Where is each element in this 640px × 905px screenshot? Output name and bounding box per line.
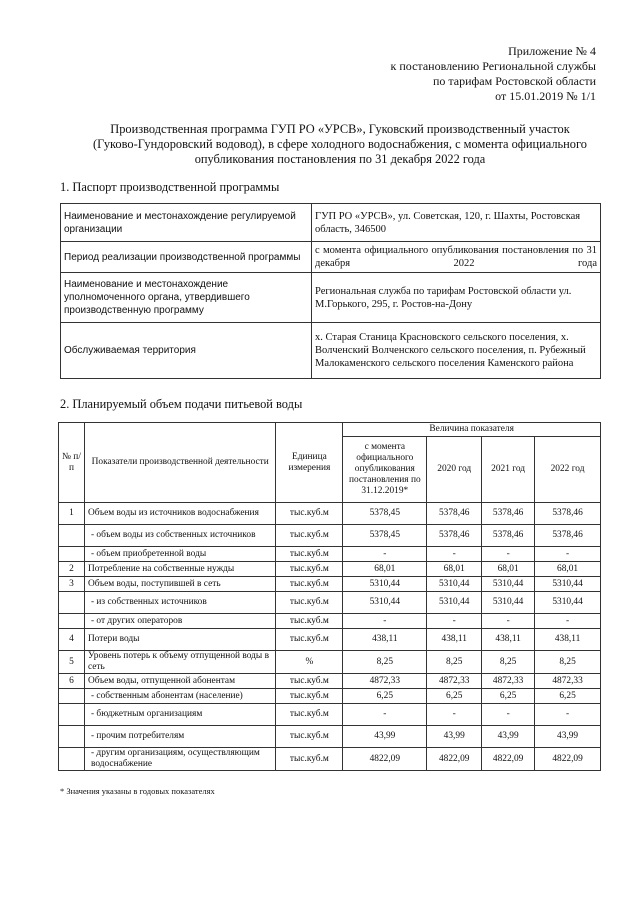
row-value-2021: 43,99 <box>482 726 535 748</box>
title-line-3: опубликования постановления по 31 декабря 2022 года <box>194 152 486 166</box>
passport-value: х. Старая Станица Красновского сельского поселения, х. Волченский Волченского сельского поселения, п. Рубежный Малокаменского сельского поселения Каменского района <box>312 323 601 379</box>
row-value-2019: - <box>343 547 427 562</box>
row-indicator: Объем воды из источников водоснабжения <box>84 503 275 525</box>
row-indicator: - из собственных источников <box>84 592 275 614</box>
row-unit: тыс.куб.м <box>276 614 343 629</box>
row-value-2021: 438,11 <box>482 629 535 651</box>
table-row <box>59 704 601 726</box>
table-row <box>59 674 601 689</box>
row-value-2020: 5378,46 <box>427 503 482 525</box>
row-unit: тыс.куб.м <box>276 592 343 614</box>
title-line-2: (Гуково-Гундоровский водовод), в сфере холодного водоснабжения, с момента официального <box>93 137 587 151</box>
row-num: 6 <box>59 674 85 689</box>
row-value-2022: 5378,46 <box>535 525 601 547</box>
table-row <box>59 562 601 577</box>
passport-label: Обслуживаемая территория <box>61 323 312 379</box>
row-value-2020: - <box>427 704 482 726</box>
row-value-2020: 6,25 <box>427 689 482 704</box>
passport-label: Период реализации производственной программы <box>61 242 312 273</box>
row-num: 3 <box>59 577 85 592</box>
header-unit: Единица измерения <box>276 423 343 503</box>
passport-value: Региональная служба по тарифам Ростовской области ул. М.Горького, 295, г. Ростов-на-Дону <box>312 273 601 323</box>
row-value-2019: 43,99 <box>343 726 427 748</box>
water-volume-table <box>58 422 601 771</box>
row-value-2019: 68,01 <box>343 562 427 577</box>
row-value-2021: 5310,44 <box>482 577 535 592</box>
row-value-2019: 4822,09 <box>343 748 427 771</box>
row-value-2019: 5310,44 <box>343 577 427 592</box>
table-row <box>59 629 601 651</box>
row-value-2020: 5310,44 <box>427 577 482 592</box>
row-num <box>59 704 85 726</box>
row-value-2022: 4872,33 <box>535 674 601 689</box>
row-indicator: Объем воды, отпущенной абонентам <box>84 674 275 689</box>
row-value-2019: 5310,44 <box>343 592 427 614</box>
section-2-heading: 2. Планируемый объем подачи питьевой воды <box>60 397 303 411</box>
row-value-2022: - <box>535 614 601 629</box>
row-value-2020: 438,11 <box>427 629 482 651</box>
header-num: № п/п <box>59 423 85 503</box>
table-row <box>59 726 601 748</box>
passport-row <box>61 323 601 379</box>
row-value-2021: 5310,44 <box>482 592 535 614</box>
document-title <box>60 122 620 167</box>
row-value-2021: 6,25 <box>482 689 535 704</box>
row-value-2021: 5378,46 <box>482 503 535 525</box>
appendix-number: Приложение № 4 <box>508 44 596 58</box>
row-value-2022: 43,99 <box>535 726 601 748</box>
row-num <box>59 592 85 614</box>
row-unit: тыс.куб.м <box>276 577 343 592</box>
table-row <box>59 503 601 525</box>
row-indicator: - объем воды из собственных источников <box>84 525 275 547</box>
row-value-2019: 5378,45 <box>343 503 427 525</box>
row-value-2022: 438,11 <box>535 629 601 651</box>
row-indicator: - прочим потребителям <box>84 726 275 748</box>
header-col-2021: 2021 год <box>482 437 535 503</box>
passport-row <box>61 204 601 242</box>
table-row <box>59 525 601 547</box>
row-value-2021: 4822,09 <box>482 748 535 771</box>
row-value-2022: 8,25 <box>535 651 601 674</box>
row-value-2019: - <box>343 704 427 726</box>
table-row <box>59 592 601 614</box>
row-unit: тыс.куб.м <box>276 748 343 771</box>
row-value-2021: 68,01 <box>482 562 535 577</box>
row-value-2020: 4822,09 <box>427 748 482 771</box>
row-value-2019: 438,11 <box>343 629 427 651</box>
row-unit: тыс.куб.м <box>276 689 343 704</box>
title-line-1: Производственная программа ГУП РО «УРСВ», Гуковский производственный участок <box>110 122 570 136</box>
row-value-2021: - <box>482 704 535 726</box>
row-unit: тыс.куб.м <box>276 726 343 748</box>
header-indicator: Показатели производственной деятельности <box>84 423 275 503</box>
row-unit: тыс.куб.м <box>276 503 343 525</box>
row-num: 5 <box>59 651 85 674</box>
row-indicator: - от других операторов <box>84 614 275 629</box>
row-unit: тыс.куб.м <box>276 704 343 726</box>
section-1-heading: 1. Паспорт производственной программы <box>60 180 280 194</box>
row-value-2022: 5310,44 <box>535 592 601 614</box>
row-num <box>59 689 85 704</box>
row-indicator: Уровень потерь к объему отпущенной воды в сеть <box>84 651 275 674</box>
row-value-2021: 4872,33 <box>482 674 535 689</box>
row-value-2020: - <box>427 614 482 629</box>
appendix-date: от 15.01.2019 № 1/1 <box>495 89 596 103</box>
row-value-2021: 8,25 <box>482 651 535 674</box>
passport-row <box>61 273 601 323</box>
table-row <box>59 689 601 704</box>
row-indicator: - собственным абонентам (население) <box>84 689 275 704</box>
row-num <box>59 547 85 562</box>
header-col-2019: с момента официального опубликования постановления по 31.12.2019* <box>343 437 427 503</box>
row-indicator: - объем приобретенной воды <box>84 547 275 562</box>
header-col-2020: 2020 год <box>427 437 482 503</box>
table-row <box>59 547 601 562</box>
row-value-2019: 5378,45 <box>343 525 427 547</box>
table-row <box>59 577 601 592</box>
row-value-2022: 6,25 <box>535 689 601 704</box>
row-value-2020: 8,25 <box>427 651 482 674</box>
row-value-2020: 43,99 <box>427 726 482 748</box>
row-value-2020: - <box>427 547 482 562</box>
appendix-header <box>391 44 596 104</box>
row-value-2020: 5378,46 <box>427 525 482 547</box>
row-value-2021: - <box>482 614 535 629</box>
row-indicator: - бюджетным организациям <box>84 704 275 726</box>
row-value-2022: - <box>535 547 601 562</box>
appendix-resolution: к постановлению Региональной службы <box>390 59 596 73</box>
table-row <box>59 748 601 771</box>
passport-table <box>60 203 601 379</box>
footnote: * Значения указаны в годовых показателях <box>60 786 215 796</box>
row-indicator: Потребление на собственные нужды <box>84 562 275 577</box>
row-value-2022: 5310,44 <box>535 577 601 592</box>
row-value-2022: 68,01 <box>535 562 601 577</box>
row-num: 4 <box>59 629 85 651</box>
row-unit: % <box>276 651 343 674</box>
row-unit: тыс.куб.м <box>276 547 343 562</box>
row-value-2019: 6,25 <box>343 689 427 704</box>
passport-label: Наименование и местонахождение регулируемой организации <box>61 204 312 242</box>
row-value-2019: - <box>343 614 427 629</box>
row-value-2020: 4872,33 <box>427 674 482 689</box>
row-unit: тыс.куб.м <box>276 562 343 577</box>
row-value-2020: 68,01 <box>427 562 482 577</box>
row-value-2019: 4872,33 <box>343 674 427 689</box>
row-value-2022: - <box>535 704 601 726</box>
appendix-authority: по тарифам Ростовской области <box>432 74 596 88</box>
row-unit: тыс.куб.м <box>276 525 343 547</box>
row-num <box>59 726 85 748</box>
row-value-2022: 4822,09 <box>535 748 601 771</box>
row-unit: тыс.куб.м <box>276 629 343 651</box>
table-row <box>59 614 601 629</box>
row-value-2022: 5378,46 <box>535 503 601 525</box>
row-unit: тыс.куб.м <box>276 674 343 689</box>
row-num <box>59 748 85 771</box>
header-col-2022: 2022 год <box>535 437 601 503</box>
row-num: 1 <box>59 503 85 525</box>
header-value-group: Величина показателя <box>343 423 601 437</box>
row-num <box>59 614 85 629</box>
row-num: 2 <box>59 562 85 577</box>
row-value-2019: 8,25 <box>343 651 427 674</box>
row-value-2020: 5310,44 <box>427 592 482 614</box>
row-indicator: Объем воды, поступившей в сеть <box>84 577 275 592</box>
passport-value: ГУП РО «УРСВ», ул. Советская, 120, г. Шахты, Ростовская область, 346500 <box>312 204 601 242</box>
passport-value: с момента официального опубликования постановления по 31 декабря 2022 года <box>312 242 601 273</box>
passport-label: Наименование и местонахождение уполномоченного органа, утвердившего производственную программу <box>61 273 312 323</box>
row-indicator: - другим организациям, осуществляющим водоснабжение <box>84 748 275 771</box>
table-header-row <box>59 423 601 437</box>
row-indicator: Потери воды <box>84 629 275 651</box>
row-value-2021: - <box>482 547 535 562</box>
passport-row <box>61 242 601 273</box>
row-num <box>59 525 85 547</box>
table-row <box>59 651 601 674</box>
row-value-2021: 5378,46 <box>482 525 535 547</box>
